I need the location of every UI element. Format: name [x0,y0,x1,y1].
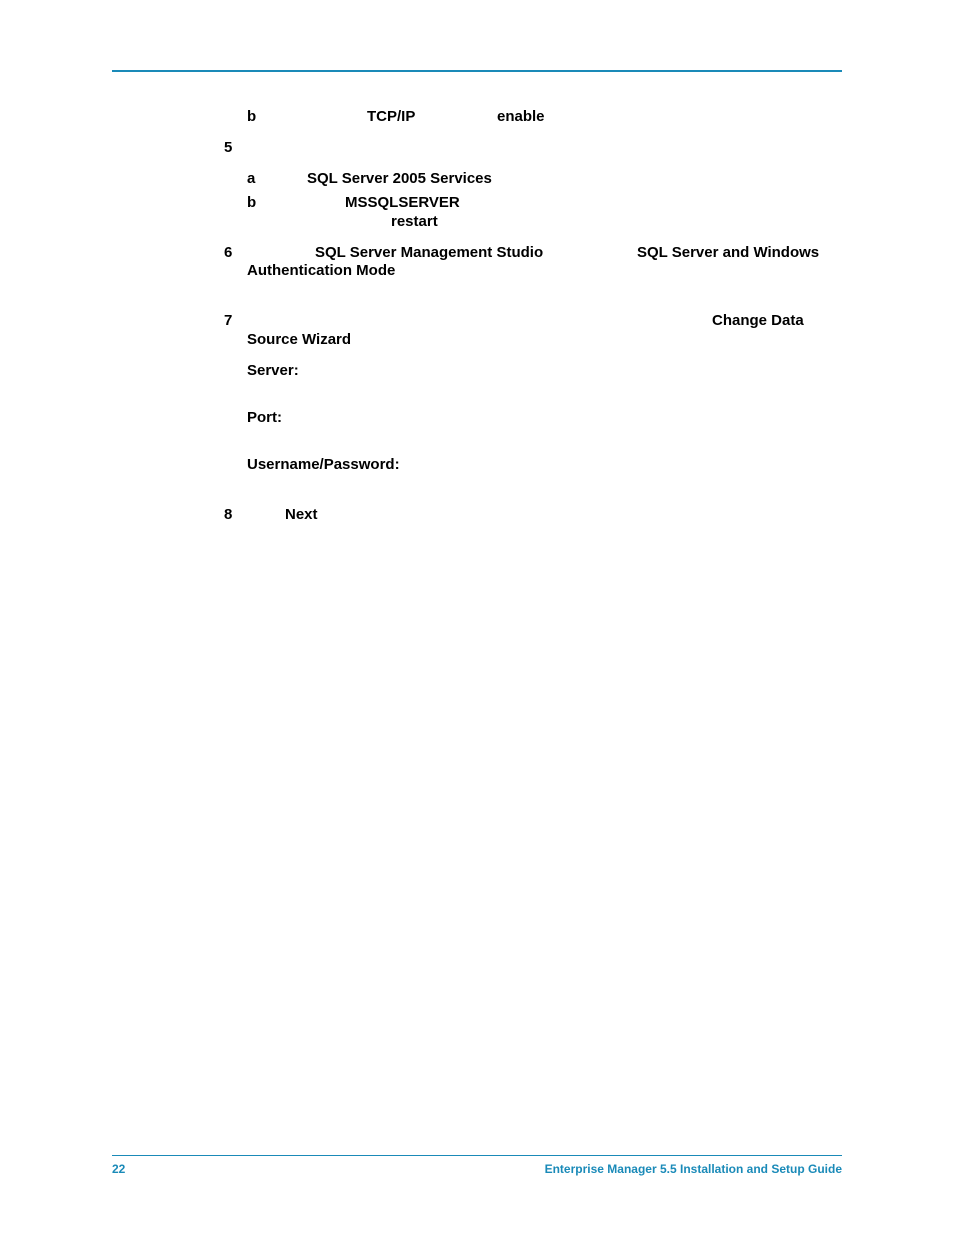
tcpip-term: TCP/IP [367,108,416,125]
next-term: Next [285,506,318,523]
auth-mode-term: Authentication Mode [247,262,396,279]
sql-windows-term: SQL Server and Windows [637,244,820,261]
restart-term: restart [391,213,438,230]
footer-rule [112,1155,842,1156]
username-password-label: Username/Password: [247,456,400,473]
substep-b-letter: b [247,194,257,211]
enable-term: enable [497,108,545,125]
document-title: Enterprise Manager 5.5 Installation and Setup Guide [544,1162,842,1176]
source-wizard-term: Source Wizard [247,331,352,348]
management-studio-term: SQL Server Management Studio [315,244,544,261]
page-number: 22 [112,1162,126,1176]
server-label: Server: [247,362,299,379]
step-8-number: 8 [224,506,233,523]
sql-services-term: SQL Server 2005 Services [307,170,492,187]
header-rule [112,70,842,72]
port-label: Port: [247,409,282,426]
substep-b-letter: b [247,108,257,125]
step-7-number: 7 [224,312,233,329]
mssqlserver-term: MSSQLSERVER [345,194,460,211]
step-6-number: 6 [224,244,233,261]
change-data-term: Change Data [712,312,804,329]
step-5-number: 5 [224,139,233,156]
substep-a-letter: a [247,170,256,187]
